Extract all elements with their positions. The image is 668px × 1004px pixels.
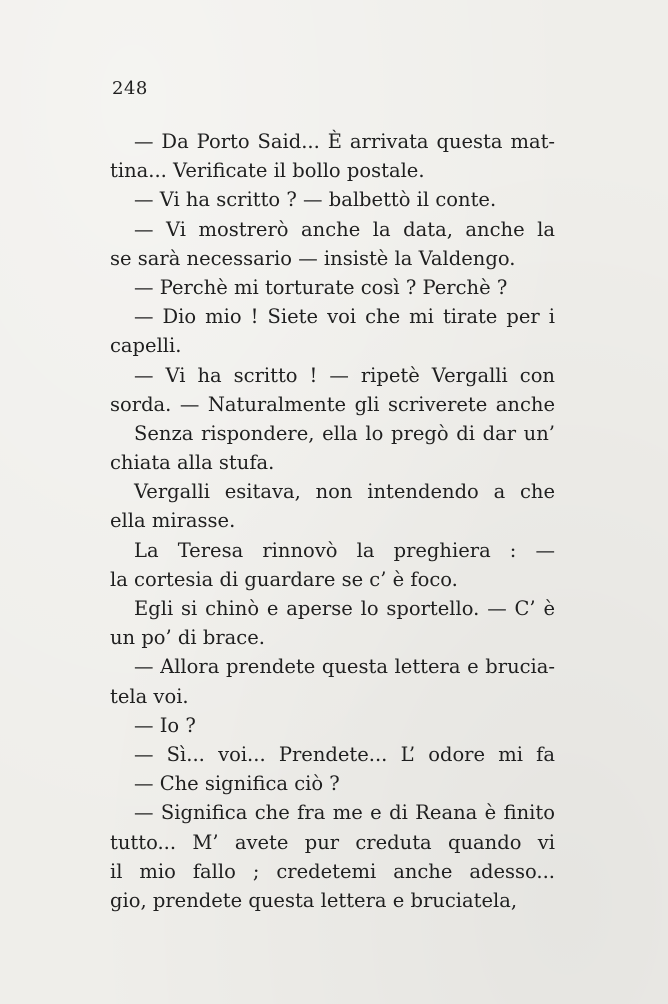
text-line: chiata alla stufa.	[110, 451, 275, 475]
text-line: tutto... M’ avete pur creduta quando vi	[110, 830, 555, 854]
text-line: la cortesia di guardare se c’ è foco.	[110, 567, 458, 591]
text-line: Vergalli esitava, non intendendo a che	[134, 480, 555, 504]
text-line: un po’ di brace.	[110, 626, 265, 650]
text-line: tina... Verificate il bollo postale.	[110, 159, 425, 183]
text-line: capelli.	[110, 334, 182, 358]
text-line: tela voi.	[110, 684, 189, 708]
text-line: La Teresa rinnovò la preghiera : —	[134, 538, 555, 562]
text-line: — Allora prendete questa lettera e brucia-	[134, 655, 555, 679]
text-line: ella mirasse.	[110, 509, 236, 533]
text-line: — Vi ha scritto ? — balbettò il conte.	[134, 188, 497, 212]
text-line: il mio fallo ; credetemi anche adesso...	[110, 859, 555, 883]
text-line: — Che significa ciò ?	[134, 772, 340, 796]
text-line: — Io ?	[134, 713, 196, 737]
text-line: — Vi mostrerò anche la data, anche la	[134, 217, 555, 241]
text-line: — Da Porto Said... È arrivata questa mat-	[134, 130, 555, 153]
text-line: sorda. — Naturalmente gli scriverete anche	[110, 392, 555, 416]
text-line: — Sì... voi... Prendete... L’ odore mi fa	[134, 742, 555, 766]
text-line: — Significa che fra me e di Reana è finito	[134, 801, 555, 825]
body-text	[110, 127, 555, 915]
text-line: Senza rispondere, ella lo pregò di dar un’	[134, 421, 555, 445]
text-line: — Vi ha scritto ! — ripetè Vergalli con	[134, 363, 555, 387]
text-line: se sarà necessario — insistè la Valdengo.	[110, 246, 516, 270]
text-line: Egli si chinò e aperse lo sportello. — C’ è	[134, 597, 555, 620]
text-line: — Perchè mi torturate così ? Perchè ?	[134, 275, 508, 299]
text-line: — Dio mio ! Siete voi che mi tirate per i	[134, 305, 555, 329]
page-number: 248	[112, 78, 148, 99]
text-line: gio, prendete questa lettera e bruciatela,	[110, 888, 518, 912]
